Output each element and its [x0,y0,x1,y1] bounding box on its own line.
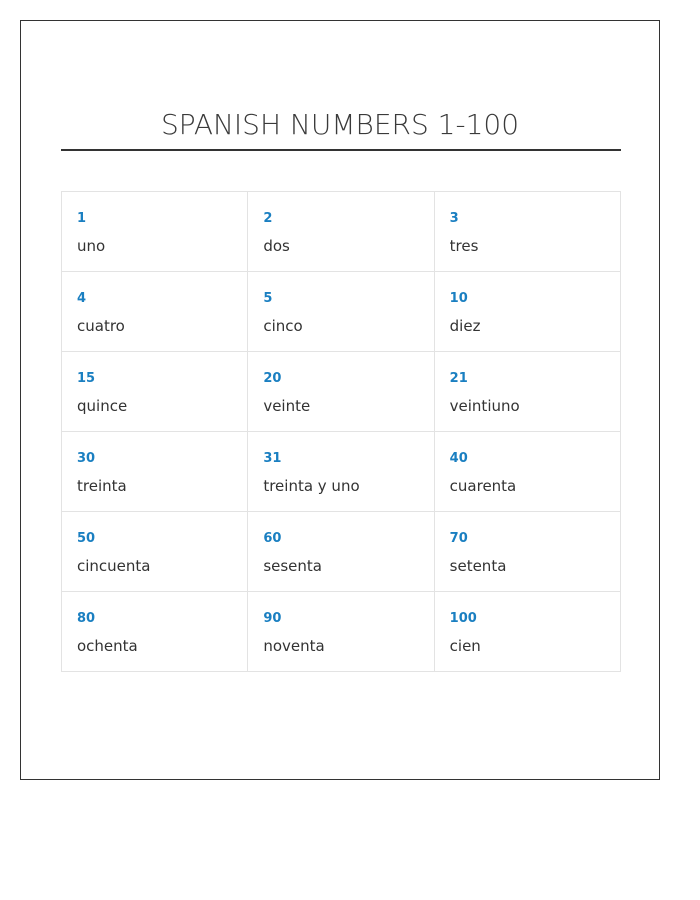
number-cell [62,432,248,512]
cell-word: uno [77,237,106,255]
cell-number: 20 [263,371,282,386]
cell-word: veintiuno [449,397,520,415]
cell-word: veinte [263,397,311,415]
cell-word: cuarenta [449,477,517,495]
cell-word: quince [77,397,128,415]
cell-number: 80 [77,611,96,626]
cell-number: 10 [449,291,468,306]
numbers-table [61,191,621,672]
cell-word: sesenta [263,557,322,575]
table-row [62,432,621,512]
cell-number: 100 [449,611,477,626]
cell-number: 3 [449,211,459,226]
number-cell [62,592,248,672]
page-frame [20,20,660,780]
table-row [62,272,621,352]
number-cell [248,432,434,512]
cell-word: cien [449,637,481,655]
cell-number: 31 [263,451,282,466]
number-cell [434,192,620,272]
cell-word: setenta [449,557,507,575]
cell-number: 60 [263,531,282,546]
number-cell [248,272,434,352]
cell-number: 21 [449,371,468,386]
number-cell [62,272,248,352]
cell-word: cincuenta [77,557,151,575]
table-row [62,192,621,272]
number-cell [248,192,434,272]
cell-word: treinta y uno [263,477,360,495]
cell-number: 70 [449,531,468,546]
number-cell [434,352,620,432]
page-title: SPANISH NUMBERS 1-100 [160,108,520,141]
cell-word: cinco [263,317,303,335]
cell-word: tres [449,237,479,255]
cell-number: 5 [263,291,273,306]
number-cell [248,592,434,672]
number-cell [434,272,620,352]
cell-number: 30 [77,451,96,466]
cell-word: noventa [263,637,325,655]
cell-number: 50 [77,531,96,546]
cell-word: diez [449,317,481,335]
cell-word: dos [263,237,290,255]
number-cell [62,512,248,592]
number-cell [434,512,620,592]
number-cell [62,192,248,272]
title-divider [61,149,621,151]
cell-number: 15 [77,371,96,386]
table-row [62,512,621,592]
cell-word: cuatro [77,317,125,335]
number-cell [248,352,434,432]
table-row [62,352,621,432]
cell-word: ochenta [77,637,138,655]
number-cell [62,352,248,432]
cell-word: treinta [77,477,127,495]
cell-number: 4 [77,291,87,306]
cell-number: 2 [263,211,273,226]
table-row [62,592,621,672]
cell-number: 90 [263,611,282,626]
number-cell [434,592,620,672]
number-cell [434,432,620,512]
number-cell [248,512,434,592]
cell-number: 40 [449,451,468,466]
cell-number: 1 [77,211,87,226]
